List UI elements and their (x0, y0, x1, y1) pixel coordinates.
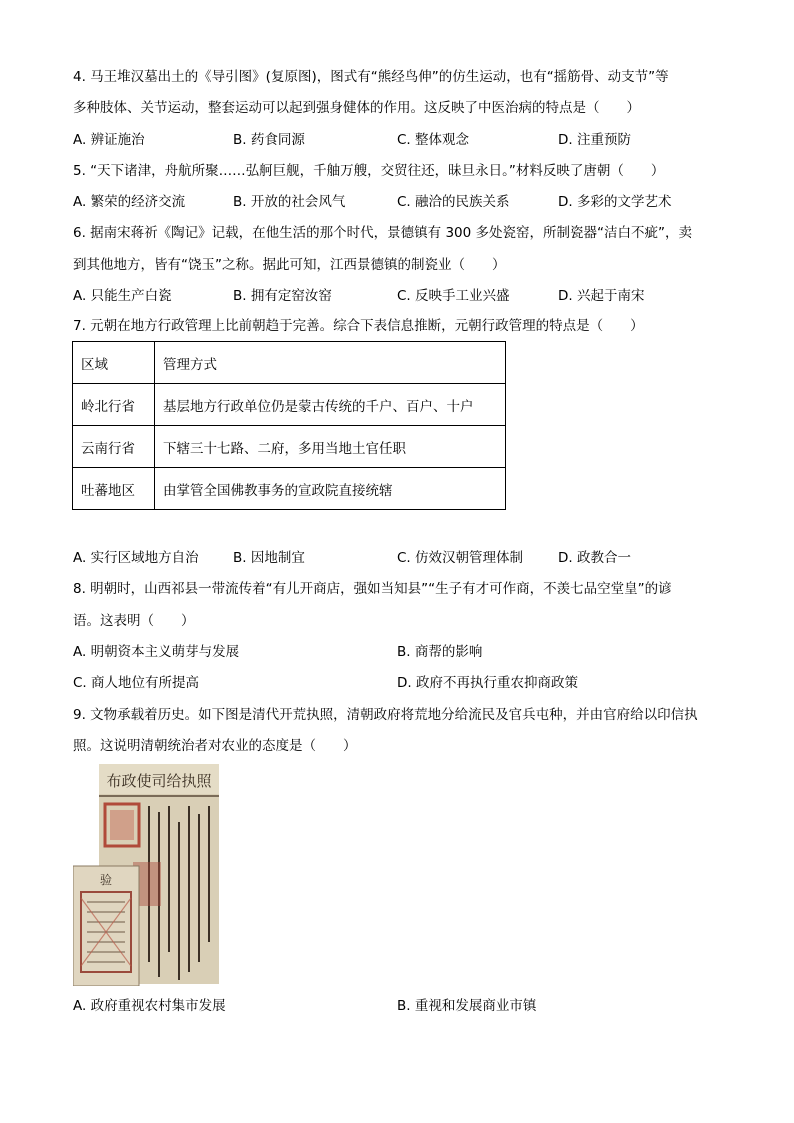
q5-stem-line-1: 5. “天下诸津，舟航所聚……弘舸巨舰，千舳万艘，交贸往还，昧旦永日。”材料反映了唐朝（ ） (73, 163, 665, 179)
q9-stem-line-1: 9. 文物承载着历史。如下图是清代开荒执照，清朝政府将荒地分给流民及官兵屯种，并由官府给以印信执 (73, 707, 698, 723)
table-row (73, 468, 506, 510)
table-header-cell: 区域 (73, 342, 155, 384)
q5-option-d: D. 多彩的文学艺术 (558, 194, 672, 210)
table-header-row (73, 342, 506, 384)
q6-option-d: D. 兴起于南宋 (558, 288, 645, 304)
land-reclamation-license-photo (73, 762, 220, 986)
q6-option-a: A. 只能生产白瓷 (73, 288, 172, 304)
table-row (73, 384, 506, 426)
q9-option-b: B. 重视和发展商业市镇 (397, 998, 537, 1014)
q4-option-d: D. 注重预防 (558, 132, 631, 148)
q8-option-b: B. 商帮的影响 (397, 644, 483, 660)
q4-option-a: A. 辨证施治 (73, 132, 145, 148)
table-cell: 基层地方行政单位仍是蒙古传统的千户、百户、十户 (155, 384, 506, 426)
table-row (73, 426, 506, 468)
q8-option-d: D. 政府不再执行重农抑商政策 (397, 675, 578, 691)
q7-option-a: A. 实行区域地方自治 (73, 550, 199, 566)
q5-option-a: A. 繁荣的经济交流 (73, 194, 186, 210)
table-header-cell: 管理方式 (155, 342, 506, 384)
slip-header-text: 验 (99, 873, 113, 887)
q8-stem-line-2: 语。这表明（ ） (73, 613, 195, 629)
q9-stem-line-2: 照。这说明清朝统治者对农业的态度是（ ） (73, 738, 357, 754)
table-cell: 岭北行省 (73, 384, 155, 426)
table-cell: 吐蕃地区 (73, 468, 155, 510)
q7-option-b: B. 因地制宜 (233, 550, 305, 566)
table-cell: 由掌管全国佛教事务的宣政院直接统辖 (155, 468, 506, 510)
q9-option-a: A. 政府重视农村集市发展 (73, 998, 226, 1014)
table-cell: 下辖三十七路、二府，多用当地土官任职 (155, 426, 506, 468)
q4-option-c: C. 整体观念 (397, 132, 470, 148)
document-header-text: 布政使司给执照 (106, 772, 212, 790)
q5-option-c: C. 融洽的民族关系 (397, 194, 510, 210)
q7-option-d: D. 政教合一 (558, 550, 631, 566)
q4-stem-line-1: 4. 马王堆汉墓出土的《导引图》(复原图)，图式有“熊经鸟伸”的仿生运动，也有“摇筋骨、动支节”等 (73, 69, 669, 85)
admin-table (72, 341, 506, 510)
q5-option-b: B. 开放的社会风气 (233, 194, 346, 210)
q6-stem-line-2: 到其他地方，皆有“饶玉”之称。据此可知，江西景德镇的制瓷业（ ） (73, 257, 506, 273)
q6-option-c: C. 反映手工业兴盛 (397, 288, 510, 304)
q6-option-b: B. 拥有定窑汝窑 (233, 288, 332, 304)
q6-stem-line-1: 6. 据南宋蒋祈《陶记》记载，在他生活的那个时代，景德镇有 300 多处瓷窑，所制瓷器“洁白不疵”，卖 (73, 225, 693, 241)
q7-option-c: C. 仿效汉朝管理体制 (397, 550, 524, 566)
q7-stem-line-1: 7. 元朝在地方行政管理上比前朝趋于完善。综合下表信息推断，元朝行政管理的特点是（ ） (73, 318, 644, 334)
q8-stem-line-1: 8. 明朝时，山西祁县一带流传着“有儿开商店，强如当知县”“生子有才可作商，不羡七品空堂皇”的谚 (73, 581, 672, 597)
q4-option-b: B. 药食同源 (233, 132, 305, 148)
q8-option-a: A. 明朝资本主义萌芽与发展 (73, 644, 240, 660)
q8-option-c: C. 商人地位有所提高 (73, 675, 200, 691)
table-cell: 云南行省 (73, 426, 155, 468)
q4-stem-line-2: 多种肢体、关节运动，整套运动可以起到强身健体的作用。这反映了中医治病的特点是（ ） (73, 100, 640, 116)
